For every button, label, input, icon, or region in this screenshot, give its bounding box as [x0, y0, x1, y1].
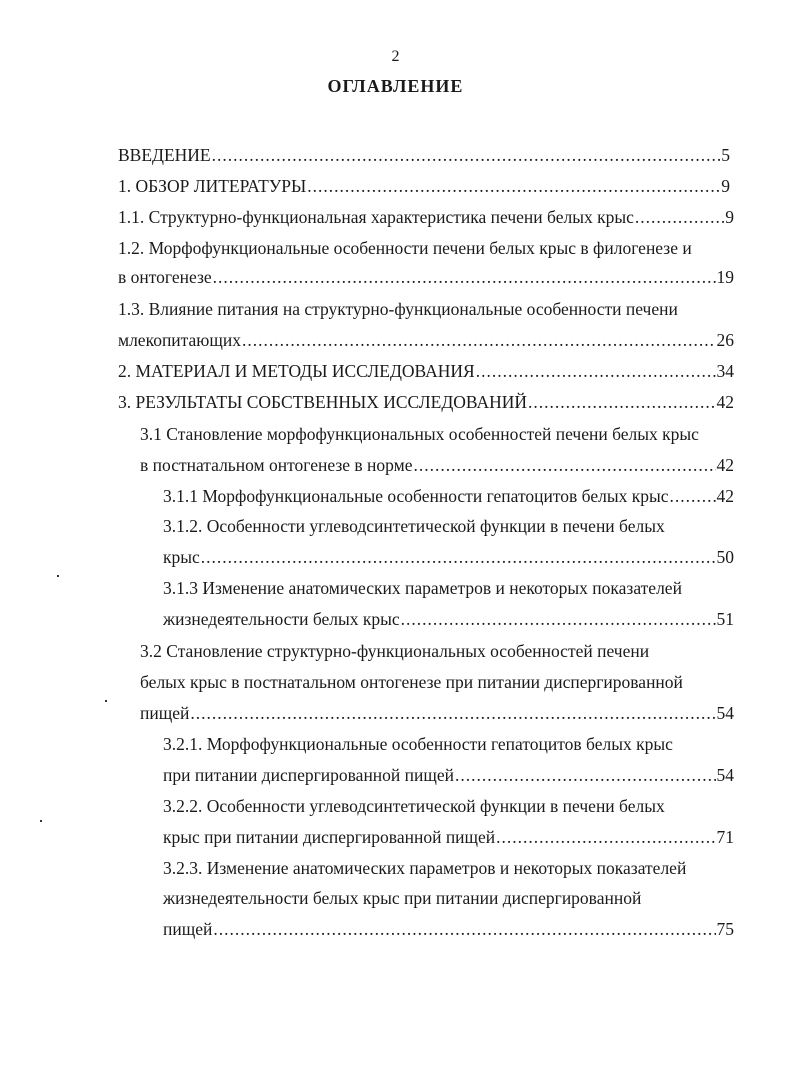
toc-entry-3-2-3-line3[interactable] — [163, 918, 734, 940]
toc-page-number: 54 — [716, 703, 734, 723]
toc-entry-text: 3.1.1 Морфофункциональные особенности гепатоцитов белых крыс — [163, 486, 669, 506]
toc-page-number: 50 — [716, 547, 734, 567]
toc-page-number: 42 — [716, 455, 734, 475]
toc-entry-text: крыс — [163, 547, 200, 567]
toc-entry-text: 1. ОБЗОР ЛИТЕРАТУРЫ — [118, 176, 307, 196]
toc-entry-text: 2. МАТЕРИАЛ И МЕТОДЫ ИССЛЕДОВАНИЯ — [118, 361, 475, 381]
toc-entry-3-2-3-line1[interactable]: 3.2.3. Изменение анатомических параметров и некоторых показателей — [163, 858, 687, 878]
toc-entry-1-1[interactable] — [118, 206, 734, 228]
page-title: ОГЛАВЛЕНИЕ — [327, 76, 464, 96]
toc-entry-ch2[interactable] — [118, 360, 734, 382]
toc-page-number: 34 — [716, 361, 734, 381]
toc-entry-3-2-1-line2[interactable] — [163, 764, 734, 786]
toc-entry-3-2-2-line1[interactable]: 3.2.2. Особенности углеводсинтетической функции в печени белых — [163, 796, 665, 816]
toc-page-number: 9 — [725, 207, 734, 227]
toc-page-number: 9 — [721, 176, 730, 196]
scan-speck — [57, 575, 59, 577]
toc-page-number: 42 — [716, 486, 734, 506]
toc-page-number: 19 — [716, 267, 734, 287]
toc-entry-ch1[interactable] — [118, 175, 730, 197]
toc-page-number: 51 — [716, 609, 734, 629]
toc-entry-3-2-line3[interactable] — [140, 702, 734, 724]
toc-entry-3-1-3-line2[interactable] — [163, 608, 734, 630]
toc-entry-3-2-3-line2[interactable]: жизнедеятельности белых крыс при питании диспергированной — [163, 888, 642, 908]
toc-entry-intro[interactable] — [118, 144, 730, 166]
toc-entry-3-1-1[interactable] — [163, 485, 734, 507]
toc-entry-1-2-line2[interactable] — [118, 266, 734, 288]
toc-entry-text: в постнатальном онтогенезе в норме — [140, 455, 413, 475]
toc-entry-text: пищей — [163, 919, 213, 939]
toc-page-number: 71 — [716, 827, 734, 847]
page-number: 2 — [391, 48, 400, 65]
toc-entry-1-2-line1[interactable]: 1.2. Морфофункциональные особенности печени белых крыс в филогенезе и — [118, 238, 692, 258]
toc-entry-text: при питании диспергированной пищей — [163, 765, 455, 785]
toc-entry-1-3-line2[interactable] — [118, 329, 734, 351]
toc-entry-3-1-3-line1[interactable]: 3.1.3 Изменение анатомических параметров и некоторых показателей — [163, 578, 682, 598]
toc-entry-text: пищей — [140, 703, 190, 723]
toc-entry-3-1-line1[interactable]: 3.1 Становление морфофункциональных особенностей печени белых крыс — [140, 424, 699, 444]
toc-entry-1-3-line1[interactable]: 1.3. Влияние питания на структурно-функциональные особенности печени — [118, 299, 678, 319]
toc-entry-text: 3. РЕЗУЛЬТАТЫ СОБСТВЕННЫХ ИССЛЕДОВАНИЙ — [118, 392, 528, 412]
toc-page-number: 75 — [716, 919, 734, 939]
toc-entry-text: в онтогенезе — [118, 267, 212, 287]
toc-page-number: 26 — [716, 330, 734, 350]
toc-entry-text: жизнедеятельности белых крыс — [163, 609, 400, 629]
toc-entry-text: ВВЕДЕНИЕ — [118, 145, 211, 165]
toc-entry-text: млекопитающих — [118, 330, 241, 350]
toc-page-number: 5 — [721, 145, 730, 165]
toc-entry-3-2-2-line2[interactable] — [163, 826, 734, 848]
toc-page-number: 42 — [716, 392, 734, 412]
toc-entry-3-1-line2[interactable] — [140, 454, 734, 476]
scan-speck — [105, 700, 107, 702]
toc-entry-3-1-2-line1[interactable]: 3.1.2. Особенности углеводсинтетической функции в печени белых — [163, 516, 665, 536]
toc-entry-3-1-2-line2[interactable] — [163, 546, 734, 568]
toc-page-number: 54 — [716, 765, 734, 785]
toc-entry-3-2-1-line1[interactable]: 3.2.1. Морфофункциональные особенности гепатоцитов белых крыс — [163, 734, 673, 754]
toc-entry-3-2-line1[interactable]: 3.2 Становление структурно-функциональных особенностей печени — [140, 641, 650, 661]
scan-speck — [40, 820, 42, 822]
toc-entry-ch3[interactable] — [118, 391, 734, 413]
toc-entry-text: крыс при питании диспергированной пищей — [163, 827, 496, 847]
toc-entry-3-2-line2[interactable]: белых крыс в постнатальном онтогенезе при питании диспергированной — [140, 672, 683, 692]
toc-entry-text: 1.1. Структурно-функциональная характеристика печени белых крыс — [118, 207, 634, 227]
